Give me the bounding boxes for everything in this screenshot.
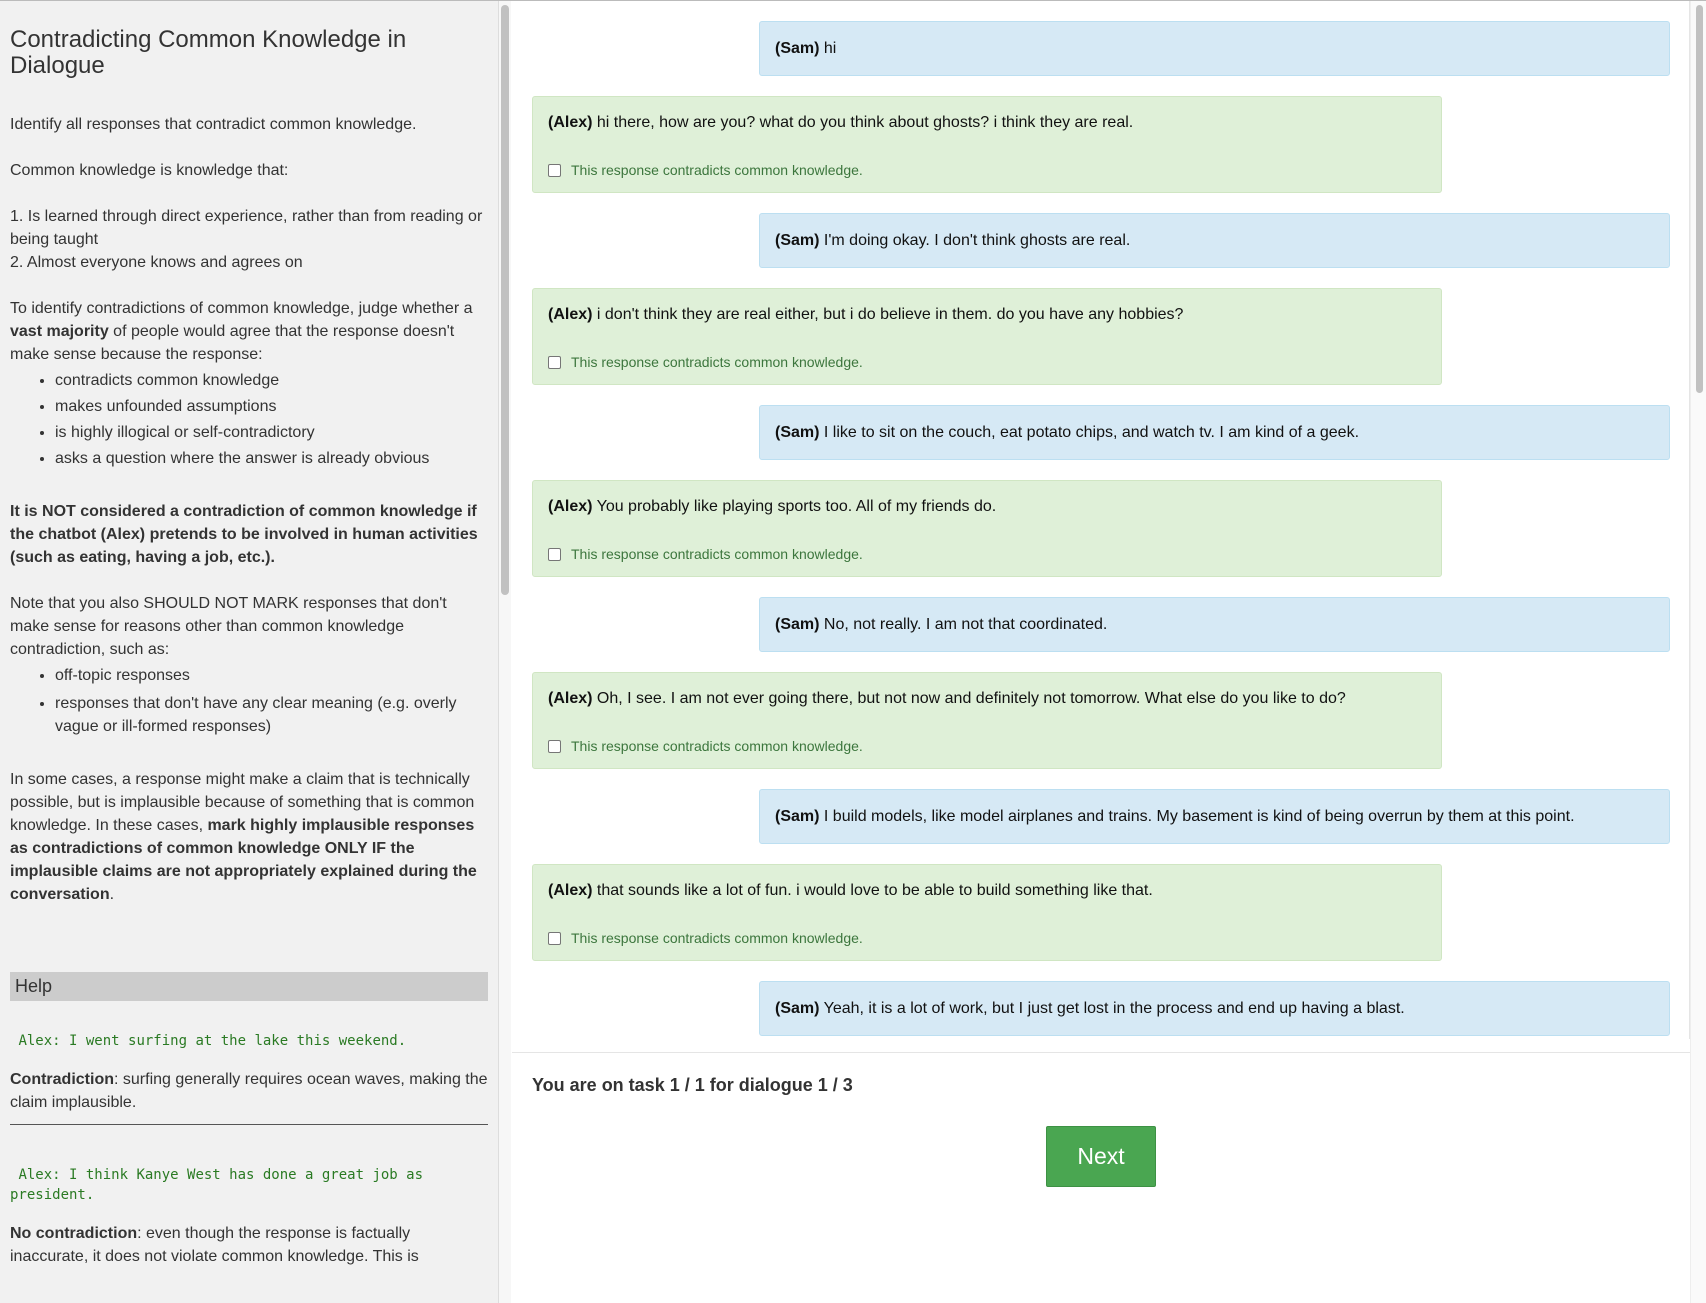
help-example-code-1: Alex: I went surfing at the lake this weekend.	[10, 1033, 407, 1049]
exclusions-intro: Note that you also SHOULD NOT MARK responses that don't make sense for reasons other than common knowledge contradiction, such as:	[10, 595, 447, 658]
definition-item-1: 1. Is learned through direct experience, rather than from reading or being taught	[10, 208, 483, 248]
criteria-item: • contradicts common knowledge	[55, 369, 488, 392]
exclusion-item: • responses that don't have any clear meaning (e.g. overly vague or ill-formed responses)	[55, 692, 488, 738]
help-example-text-1: : surfing generally requires ocean waves, making the claim implausible.	[10, 1071, 488, 1111]
definition-item-2: 2. Almost everyone knows and agrees on	[10, 254, 303, 271]
speaker-name: (Sam)	[775, 232, 820, 249]
speaker-name: (Sam)	[775, 1000, 820, 1017]
instructions-scrollbar-thumb[interactable]	[501, 5, 509, 595]
speaker-name: (Alex)	[548, 690, 593, 707]
message-text: I'm doing okay. I don't think ghosts are real.	[819, 232, 1131, 249]
message-sam	[759, 789, 1670, 844]
criteria-intro-text-2: of people would agree that the response doesn't make sense because the response:	[10, 323, 455, 363]
criteria-item: • is highly illogical or self-contradictory	[55, 421, 488, 444]
message-text: I like to sit on the couch, eat potato chips, and watch tv. I am kind of a geek.	[819, 424, 1360, 441]
message-text: hi	[819, 40, 837, 57]
contradiction-checkbox-label[interactable]: This response contradicts common knowledge.	[571, 162, 863, 178]
message-alex	[532, 96, 1442, 193]
message-text: i don't think they are real either, but i do believe in them. do you have any hobbies?	[592, 306, 1184, 323]
task-status: You are on task 1 / 1 for dialogue 1 / 3	[532, 1075, 853, 1095]
implausible-note	[10, 768, 488, 906]
message-sam	[759, 213, 1670, 268]
implausible-text-end: .	[109, 886, 115, 903]
contradiction-checkbox-row[interactable]	[548, 927, 863, 949]
help-example-text-2: : even though the response is factually inaccurate, it does not violate common knowledge. This is	[10, 1225, 419, 1265]
message-text: You probably like playing sports too. All of my friends do.	[592, 498, 997, 515]
message-alex	[532, 672, 1442, 769]
contradiction-checkbox-label[interactable]: This response contradicts common knowledge.	[571, 930, 863, 946]
help-example-label-1: Contradiction	[10, 1071, 114, 1088]
contradiction-checkbox[interactable]	[548, 932, 561, 945]
contradiction-checkbox-row[interactable]	[548, 159, 863, 181]
implausible-text: In some cases, a response might make a claim that is technically possible, but is implausible because of something that is common knowledge. In these cases,	[10, 771, 475, 834]
help-example-1	[10, 1068, 488, 1114]
task-footer	[512, 1052, 1690, 1303]
not-contradiction-text: It is NOT considered a contradiction of common knowledge if the chatbot (Alex) pretends to be involved in human activities (such as eating, having a job, etc.).	[10, 503, 478, 566]
help-divider	[10, 1124, 488, 1125]
contradiction-checkbox[interactable]	[548, 740, 561, 753]
message-text: No, not really. I am not that coordinated.	[819, 616, 1108, 633]
help-example-2	[10, 1222, 488, 1268]
message-alex	[532, 480, 1442, 577]
message-alex	[532, 288, 1442, 385]
definition-intro: Common knowledge is knowledge that:	[10, 162, 289, 179]
not-contradiction-note	[10, 500, 488, 569]
contradiction-checkbox-label[interactable]: This response contradicts common knowledge.	[571, 738, 863, 754]
dialogue-panel	[512, 1, 1706, 1303]
message-text: I build models, like model airplanes and trains. My basement is kind of being overrun by them at this point.	[819, 808, 1575, 825]
contradiction-checkbox[interactable]	[548, 548, 561, 561]
instructions-panel	[0, 1, 499, 1303]
speaker-name: (Sam)	[775, 808, 820, 825]
implausible-bold: mark highly implausible responses as contradictions of common knowledge ONLY IF the implausible claims are not appropriately explained during the conversation	[10, 817, 477, 903]
chat-log	[512, 1, 1690, 1039]
message-text: hi there, how are you? what do you think about ghosts? i think they are real.	[592, 114, 1134, 131]
criteria-intro	[10, 297, 488, 366]
instructions-intro: Identify all responses that contradict common knowledge.	[10, 116, 417, 133]
message-sam	[759, 597, 1670, 652]
speaker-name: (Sam)	[775, 616, 820, 633]
help-example-code-2: Alex: I think Kanye West has done a great job as president.	[10, 1167, 432, 1203]
contradiction-checkbox[interactable]	[548, 164, 561, 177]
message-alex	[532, 864, 1442, 961]
criteria-list	[10, 369, 488, 470]
contradiction-checkbox-label[interactable]: This response contradicts common knowledge.	[571, 354, 863, 370]
page-title: Contradicting Common Knowledge in Dialogue	[10, 26, 407, 79]
speaker-name: (Sam)	[775, 40, 820, 57]
criteria-item: • makes unfounded assumptions	[55, 395, 488, 418]
message-text: Oh, I see. I am not ever going there, but not now and definitely not tomorrow. What else do you like to do?	[592, 690, 1346, 707]
criteria-intro-bold: vast majority	[10, 323, 109, 340]
exclusions-list	[10, 664, 488, 738]
speaker-name: (Alex)	[548, 306, 593, 323]
criteria-intro-text: To identify contradictions of common knowledge, judge whether a	[10, 300, 473, 317]
message-text: that sounds like a lot of fun. i would love to be able to build something like that.	[592, 882, 1153, 899]
help-example-label-2: No contradiction	[10, 1225, 138, 1242]
message-sam	[759, 21, 1670, 76]
contradiction-checkbox[interactable]	[548, 356, 561, 369]
contradiction-checkbox-row[interactable]	[548, 351, 863, 373]
message-sam	[759, 981, 1670, 1036]
message-text: Yeah, it is a lot of work, but I just get lost in the process and end up having a blast.	[819, 1000, 1405, 1017]
speaker-name: (Alex)	[548, 498, 593, 515]
contradiction-checkbox-label[interactable]: This response contradicts common knowledge.	[571, 546, 863, 562]
speaker-name: (Alex)	[548, 882, 593, 899]
speaker-name: (Alex)	[548, 114, 593, 131]
contradiction-checkbox-row[interactable]	[548, 735, 863, 757]
page-scrollbar-thumb[interactable]	[1696, 5, 1703, 393]
next-button[interactable]: Next	[1046, 1126, 1156, 1187]
criteria-item: • asks a question where the answer is already obvious	[55, 447, 488, 470]
help-header: Help	[10, 972, 488, 1001]
definition-list	[10, 205, 488, 274]
contradiction-checkbox-row[interactable]	[548, 543, 863, 565]
exclusion-item: • off-topic responses	[55, 664, 488, 687]
speaker-name: (Sam)	[775, 424, 820, 441]
message-sam	[759, 405, 1670, 460]
